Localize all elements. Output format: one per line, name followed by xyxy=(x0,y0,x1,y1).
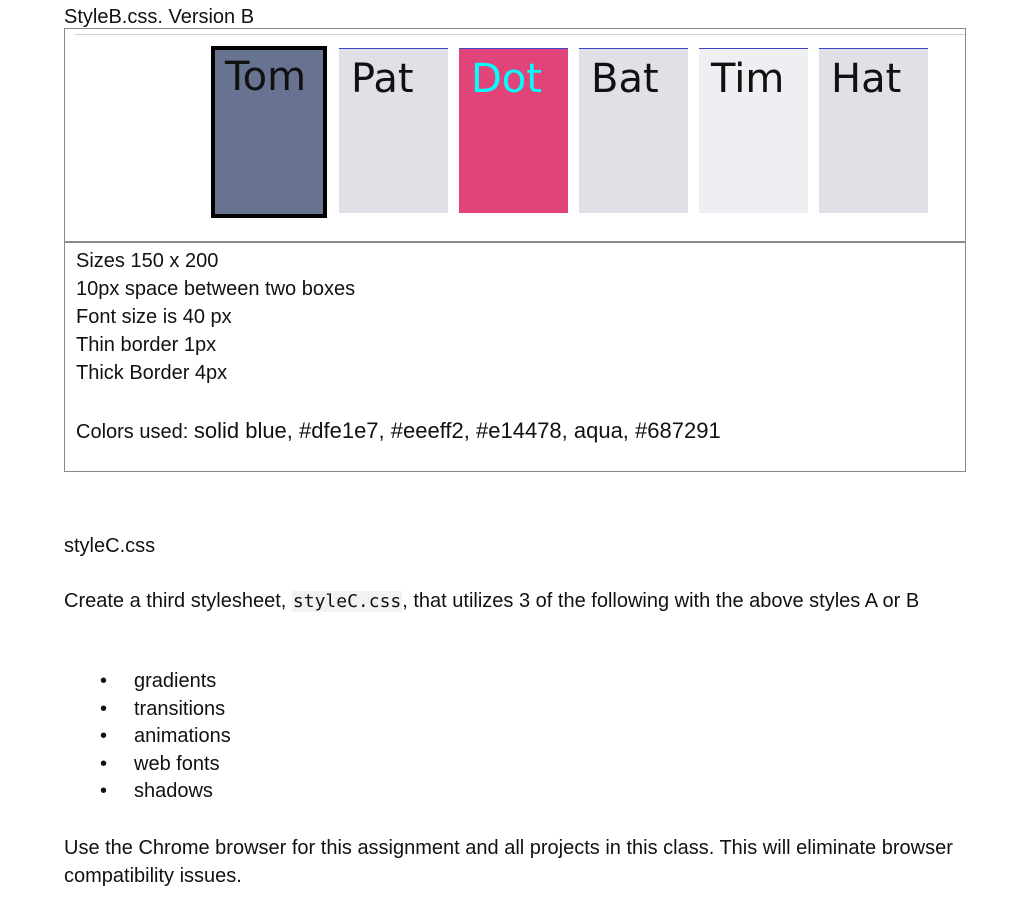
bullet-icon: • xyxy=(100,780,108,803)
box-bat: Bat xyxy=(579,48,688,213)
bullet-icon: • xyxy=(100,670,108,692)
colors-label: Colors used: xyxy=(76,421,189,443)
box-hat: Hat xyxy=(819,48,928,213)
box-pat: Pat xyxy=(339,48,448,213)
note-thick-border: Thick Border 4px xyxy=(76,362,228,384)
style-b-notes xyxy=(64,242,966,472)
note-font-size: Font size is 40 px xyxy=(76,306,232,328)
instruction-code: styleC.css xyxy=(292,591,402,612)
box-tom: Tom xyxy=(211,46,327,218)
option-web-fonts xyxy=(64,751,231,779)
option-transitions xyxy=(64,696,231,724)
option-shadows xyxy=(64,778,231,806)
option-label: shadows xyxy=(134,780,213,803)
note-sizes: Sizes 150 x 200 xyxy=(76,250,219,272)
box-tim: Tim xyxy=(699,48,808,213)
box-dot: Dot xyxy=(459,48,568,213)
bullet-icon: • xyxy=(100,752,108,775)
instruction-text-after: , that utilizes 3 of the following with the above styles A or B xyxy=(402,590,920,612)
option-animations xyxy=(64,723,231,751)
style-b-heading: StyleB.css. Version B xyxy=(64,6,255,28)
bullet-icon: • xyxy=(100,697,108,720)
instruction-text-before: Create a third stylesheet, xyxy=(64,590,292,612)
note-thin-border: Thin border 1px xyxy=(76,334,217,356)
demo-frame-divider xyxy=(75,34,965,35)
note-colors xyxy=(76,417,965,446)
colors-value: solid blue, #dfe1e7, #eeeff2, #e14478, aqua, #687291 xyxy=(193,418,721,443)
option-label: transitions xyxy=(134,697,226,720)
option-label: gradients xyxy=(134,670,217,692)
option-gradients xyxy=(64,668,231,696)
option-label: animations xyxy=(134,725,231,748)
style-c-instruction xyxy=(64,587,964,616)
style-c-heading: styleC.css xyxy=(64,535,156,557)
footer-note: Use the Chrome browser for this assignment and all projects in this class. This will eliminate browser compatibility issues. xyxy=(64,837,953,887)
style-c-options xyxy=(64,668,231,806)
style-b-demo-frame xyxy=(64,28,966,242)
option-label: web fonts xyxy=(134,752,220,775)
bullet-icon: • xyxy=(100,725,108,748)
note-spacing: 10px space between two boxes xyxy=(76,278,356,300)
